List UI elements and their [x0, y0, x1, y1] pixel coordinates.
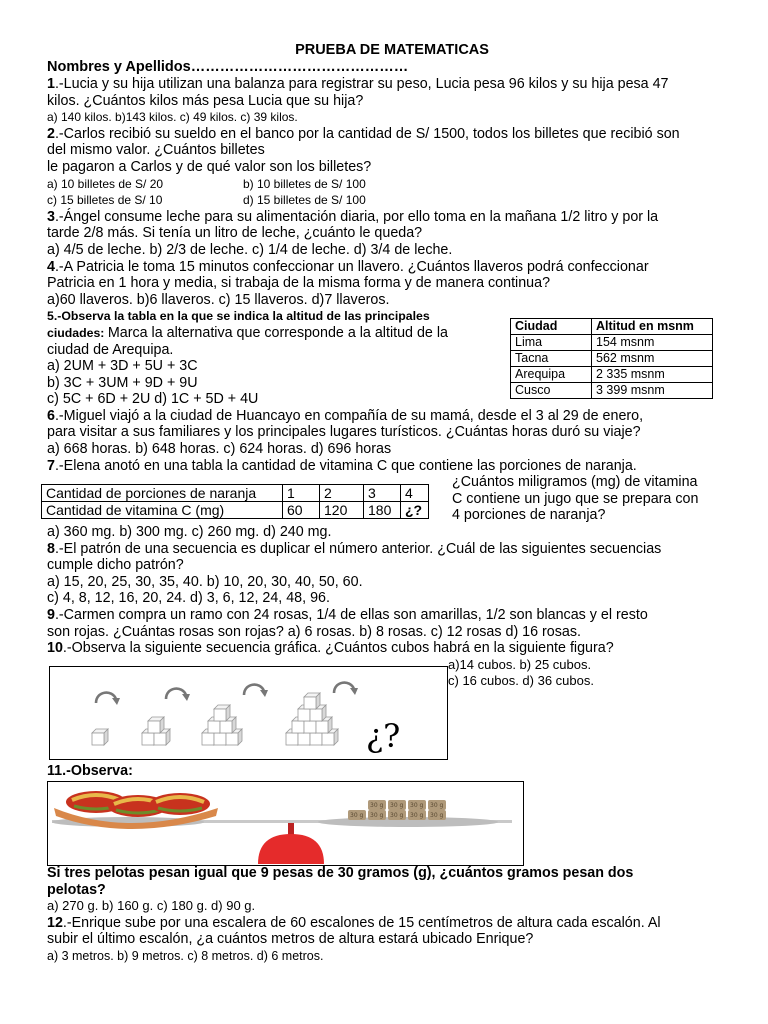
weight-label: 30 g	[430, 802, 444, 809]
q11-q12-block	[47, 865, 727, 965]
q12-line2: subir el último escalón, ¿a cuántos metros de altura estará ubicado Enrique?	[47, 931, 534, 948]
weight-label: 30 g	[410, 812, 424, 819]
q1-line1: 1.-Lucia y su hija utilizan una balanza para registrar su peso, Lucia pesa 96 kilos y su hija pesa 47	[47, 76, 669, 92]
q11-question2: pelotas?	[47, 881, 106, 898]
weight-label: 30 g	[390, 802, 404, 809]
cell: 4	[401, 485, 429, 502]
city-cell: Tacna	[511, 351, 592, 367]
q5-option-a: a) 2UM + 3D + 5U + 3C	[47, 358, 198, 375]
q7-side2: C contiene un jugo que se prepara con	[452, 490, 699, 507]
q7-side1: ¿Cuántos miligramos (mg) de vitamina	[452, 474, 698, 491]
altitude-cell: 2 335 msnm	[592, 367, 713, 383]
q8-options-ab: a) 15, 20, 25, 30, 35, 40. b) 10, 20, 30, 40, 50, 60.	[47, 573, 363, 590]
q5-line1: 5.-Observa la tabla en la que se indica la altitud de las principales	[47, 309, 430, 324]
q12-line1: 12.-Enrique sube por una escalera de 60 escalones de 15 centímetros de altura cada escalón. Al	[47, 914, 661, 931]
weight-label: 30 g	[410, 802, 424, 809]
row-label-portions: Cantidad de porciones de naranja	[42, 485, 283, 502]
q9-line2: son rojas. ¿Cuántas rosas son rojas? a) 6 rosas. b) 8 rosas. c) 12 rosas d) 16 rosas.	[47, 623, 581, 640]
q8-line1: 8.-El patrón de una secuencia es duplicar el número anterior. ¿Cuál de las siguientes secuencias	[47, 540, 662, 557]
table-row	[511, 351, 713, 367]
arrow-icon	[96, 693, 120, 705]
table-row	[42, 485, 429, 502]
cube-figure-2	[142, 717, 170, 745]
cube-figure-1	[92, 729, 108, 745]
scale-base-icon	[258, 822, 324, 864]
q8-options-cd: c) 4, 8, 12, 16, 20, 24. d) 3, 6, 12, 24, 48, 96.	[47, 590, 330, 607]
q6-options: a) 668 horas. b) 648 horas. c) 624 horas. d) 696 horas	[47, 441, 392, 458]
city-cell: Cusco	[511, 383, 592, 399]
cell: 3	[364, 485, 401, 502]
q5-line3: ciudad de Arequipa.	[47, 341, 174, 358]
q11-question1: Si tres pelotas pesan igual que 9 pesas de 30 gramos (g), ¿cuántos gramos pesan dos	[47, 865, 634, 881]
altitude-cell: 3 399 msnm	[592, 383, 713, 399]
balance-drawing	[48, 782, 523, 865]
altitude-cell: 154 msnm	[592, 335, 713, 351]
weight-label: 30 g	[370, 802, 384, 809]
arrow-icon	[334, 683, 358, 695]
q5-option-b: b) 3C + 3UM + 9D + 9U	[47, 374, 198, 391]
q5-options-cd: c) 5C + 6D + 2U d) 1C + 5D + 4U	[47, 391, 259, 408]
weight-label: 30 g	[350, 812, 364, 819]
q4-line2: Patricia en 1 hora y media, si trabaja de la misma forma y de manera continua?	[47, 275, 551, 292]
vitamin-table	[41, 484, 429, 519]
q2-options-ab: a) 10 billetes de S/ 20 b) 10 billetes de S/ 100	[47, 176, 366, 191]
altitude-table	[510, 318, 713, 399]
city-cell: Lima	[511, 335, 592, 351]
q2-line3: le pagaron a Carlos y de qué valor son los billetes?	[47, 158, 372, 175]
q12-options: a) 3 metros. b) 9 metros. c) 8 metros. d) 6 metros.	[47, 948, 324, 963]
q2-options-cd: c) 15 billetes de S/ 10 d) 15 billetes de S/ 100	[47, 193, 366, 208]
exam-title: PRUEBA DE MATEMATICAS	[295, 42, 489, 58]
cell: 1	[283, 485, 320, 502]
col-header-altitude: Altitud en msnm	[592, 319, 713, 335]
altitude-table-header	[511, 319, 713, 335]
city-cell: Arequipa	[511, 367, 592, 383]
altitude-cell: 562 msnm	[592, 351, 713, 367]
cube-figure-3	[202, 705, 242, 745]
cell: 120	[320, 502, 364, 519]
q9-line1: 9.-Carmen compra un ramo con 24 rosas, 1/4 de ellas son amarillas, 1/2 son blancas y el resto	[47, 607, 648, 623]
q11-label: 11.-Observa:	[47, 763, 133, 779]
weight-label: 30 g	[390, 812, 404, 819]
q3-line1: 3.-Ángel consume leche para su alimentación diaria, por ello toma en la mañana 1/2 litro y por la	[47, 208, 659, 225]
q6-line2: para visitar a sus familiares y los principales lugares turísticos. ¿Cuántas horas duró su viaje?	[47, 424, 641, 441]
names-label: Nombres y Apellidos………………………………………	[47, 59, 409, 75]
table-row	[511, 383, 713, 399]
question-mark: ¿?	[366, 717, 401, 755]
q3-line2: tarde 2/8 más. Si tenía un litro de leche, ¿cuánto le queda?	[47, 225, 423, 242]
q5-line2: ciudades: Marca la alternativa que corresponde a la altitud de la	[47, 324, 448, 341]
q7-side3: 4 porciones de naranja?	[452, 507, 606, 524]
cell: 180	[364, 502, 401, 519]
q7-line1: 7.-Elena anotó en una tabla la cantidad de vitamina C que contiene las porciones de naranja.	[47, 457, 637, 474]
cube-figure-4	[286, 693, 338, 745]
unknown-cell: ¿?	[401, 502, 429, 519]
q8-line2: cumple dicho patrón?	[47, 557, 184, 574]
cell: 2	[320, 485, 364, 502]
cube-sequence-drawing	[50, 667, 447, 759]
cell: 60	[283, 502, 320, 519]
q3-options: a) 4/5 de leche. b) 2/3 de leche. c) 1/4 de leche. d) 3/4 de leche.	[47, 241, 453, 258]
q1-options: a) 140 kilos. b)143 kilos. c) 49 kilos. c) 39 kilos.	[47, 110, 298, 125]
arrow-icon	[244, 685, 268, 697]
q4-options: a)60 llaveros. b)6 llaveros. c) 15 llaveros. d)7 llaveros.	[47, 291, 390, 308]
table-row	[511, 335, 713, 351]
q10-line1: 10.-Observa la siguiente secuencia gráfica. ¿Cuántos cubos habrá en la siguiente figura?	[47, 640, 614, 657]
table-row	[42, 502, 429, 519]
weight-label: 30 g	[430, 812, 444, 819]
q11-options: a) 270 g. b) 160 g. c) 180 g. d) 90 g.	[47, 898, 256, 914]
q2-line1: 2.-Carlos recibió su sueldo en el banco por la cantidad de S/ 1500, todos los billetes que recibió son	[47, 125, 680, 142]
q1-line2: kilos. ¿Cuántos kilos más pesa Lucia que su hija?	[47, 92, 364, 109]
q10-options-ab: a)14 cubos. b) 25 cubos.	[448, 656, 592, 672]
balance-figure	[47, 781, 524, 866]
q6-line1: 6.-Miguel viajó a la ciudad de Huancayo en compañía de su mamá, desde el 3 al 29 de enero,	[47, 407, 644, 424]
q7-options: a) 360 mg. b) 300 mg. c) 260 mg. d) 240 mg.	[47, 524, 332, 541]
row-label-vitamin: Cantidad de vitamina C (mg)	[42, 502, 283, 519]
table-row	[511, 367, 713, 383]
cube-sequence-figure	[49, 666, 448, 760]
col-header-city: Ciudad	[511, 319, 592, 335]
q4-line1: 4.-A Patricia le toma 15 minutos confeccionar un llavero. ¿Cuántos llaveros podrá confeccionar	[47, 258, 649, 275]
q2-line2: del mismo valor. ¿Cuántos billetes	[47, 142, 265, 159]
arrow-icon	[166, 689, 190, 701]
q10-options-cd: c) 16 cubos. d) 36 cubos.	[448, 673, 594, 689]
weights-icon	[348, 800, 446, 820]
weight-label: 30 g	[370, 812, 384, 819]
